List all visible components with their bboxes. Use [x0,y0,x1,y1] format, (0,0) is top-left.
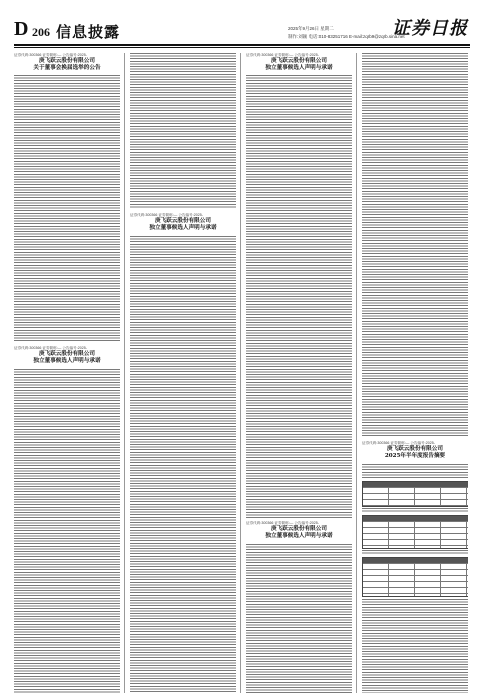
article-header [130,213,236,232]
contact-line: 制作:刘颖 电话:010-83251716 E-mail:zqrb9@zqrb.sina.net [288,34,405,39]
date-line: 2025年9月26日 星期二 [288,26,334,31]
article-body [362,599,468,693]
header-rule-thin [14,47,470,48]
data-table [362,481,468,507]
column-1 [14,53,120,693]
article-body [14,369,120,693]
company-name: 庚飞跃云股份有限公司 [39,58,95,64]
page-header [0,0,484,45]
stock-code: 证券代码:300366 证券简称:— 公告编号:2025- [246,521,319,525]
page-letter: D [14,18,29,40]
company-name: 庚飞跃云股份有限公司 [271,58,327,64]
article-header [14,53,120,72]
column-divider [356,53,357,693]
data-table [362,557,468,597]
section-title: 信息披露 [56,23,121,41]
stock-code: 证券代码:300366 证券简称:— 公告编号:2025- [14,53,87,57]
article-title: 2025年半年度报告摘要 [384,453,446,459]
article-title: 独立董事候选人声明与承诺 [265,65,333,71]
article-body [130,236,236,693]
data-table [362,515,468,549]
column-divider [124,53,125,693]
stock-code: 证券代码:300366 证券简称:— 公告编号:2025- [246,53,319,57]
article-body [130,53,236,209]
article-body [362,53,468,437]
table-header-row [363,558,468,563]
company-name: 庚飞跃云股份有限公司 [271,526,327,532]
article-body [14,75,120,343]
table-caption [362,508,468,513]
column-2 [130,53,236,693]
article-title: 关于董事会换届选举的公告 [33,65,101,71]
article-header [14,346,120,365]
page-number: 206 [32,25,50,39]
article-body [246,544,352,693]
company-name: 庚飞跃云股份有限公司 [387,446,443,452]
column-4 [362,53,468,693]
article-title: 独立董事候选人声明与承诺 [33,358,101,364]
stock-code: 证券代码:300366 证券简称:— 公告编号:2025- [362,441,435,445]
article-title: 独立董事候选人声明与承诺 [149,225,217,231]
stock-code: 证券代码:300366 证券简称:— 公告编号:2025- [130,213,203,217]
article-body [362,464,468,478]
article-header [362,441,468,460]
company-name: 庚飞跃云股份有限公司 [39,351,95,357]
column-divider [240,53,241,693]
company-name: 庚飞跃云股份有限公司 [155,218,211,224]
article-header [246,53,352,72]
masthead-logo: 证券日报 [392,18,468,39]
article-body [246,75,352,518]
table-header-row [363,482,468,487]
column-3 [246,53,352,693]
table-header-row [363,516,468,521]
stock-code: 证券代码:300366 证券简称:— 公告编号:2025- [14,346,87,350]
header-rule-thick [14,44,470,46]
article-title: 独立董事候选人声明与承诺 [265,533,333,539]
table-caption [362,550,468,555]
article-header [246,521,352,540]
